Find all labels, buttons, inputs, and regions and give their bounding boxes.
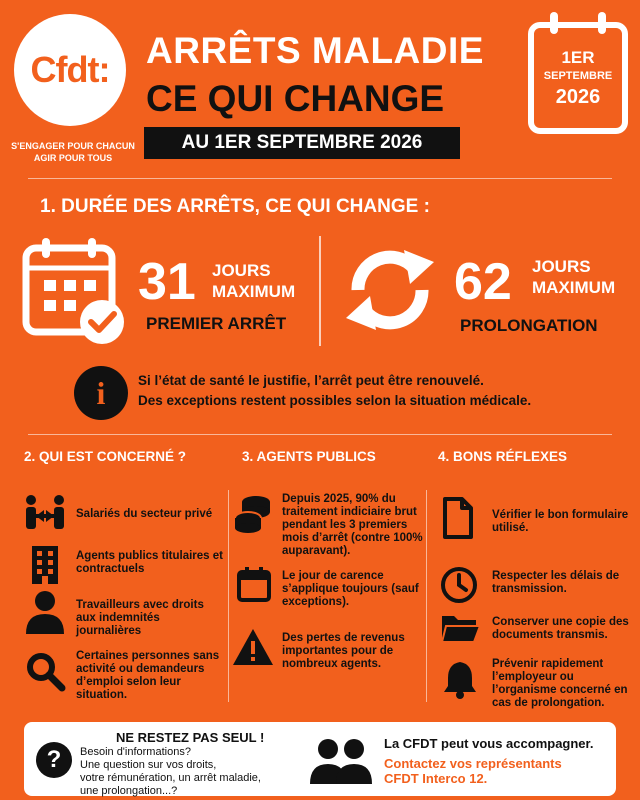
column-separator-2 xyxy=(426,490,427,702)
calendar-check-icon xyxy=(22,236,126,346)
first-stop-unit-line-2: MAXIMUM xyxy=(212,282,296,301)
prolongation-unit-line-1: JOURS xyxy=(532,257,591,276)
section-4-item-2: Respecter les délais de transmission. xyxy=(492,570,620,595)
contact-text-line-2: Une question sur vos droits, xyxy=(80,759,217,771)
coins-icon xyxy=(234,494,274,534)
slogan-line-2: AGIR POUR TOUS xyxy=(33,153,113,163)
folder-icon xyxy=(440,612,480,644)
section-3-title: 3. AGENTS PUBLICS xyxy=(242,449,376,464)
column-separator-1 xyxy=(228,490,229,702)
document-icon xyxy=(442,496,474,540)
section-3-item-3: Des pertes de revenus importantes pour de nombreux agents. xyxy=(282,632,405,670)
page-title-line-2: CE QUI CHANGE xyxy=(146,78,445,119)
divider-vertical xyxy=(319,236,321,346)
logo-text: Cfdt: xyxy=(30,49,110,90)
section-4-item-4: Prévenir rapidement l’employeur ou l’organisme concerné en cas de prolongation. xyxy=(492,658,628,709)
prolongation-unit-line-2: MAXIMUM xyxy=(532,278,616,297)
group-people-icon xyxy=(308,736,374,786)
contact-text-line-4: une prolongation...? xyxy=(80,785,178,797)
info-text xyxy=(138,371,531,411)
section-4-item-3: Conserver une copie des documents transmis. xyxy=(492,616,629,641)
prolongation-label: PROLONGATION xyxy=(460,316,598,335)
divider-middle xyxy=(28,434,612,435)
section-2-item-4: Certaines personnes sans activité ou demandeurs d’emploi selon leur situation. xyxy=(76,650,220,701)
contact-right-block xyxy=(384,756,562,786)
slogan xyxy=(10,140,136,164)
section-1-title: 1. DURÉE DES ARRÊTS, CE QUI CHANGE : xyxy=(40,196,430,217)
info-line-1: Si l’état de santé le justifie, l’arrêt peut être renouvelé. xyxy=(138,373,484,388)
first-stop-number: 31 xyxy=(138,253,196,311)
contact-right-line-1: La CFDT peut vous accompagner. xyxy=(384,736,594,751)
cfdt-logo xyxy=(14,14,126,126)
calendar-line-1: 1ER xyxy=(561,48,595,67)
calendar-line-3: 2026 xyxy=(555,86,601,108)
calendar-ring-right xyxy=(598,12,606,34)
contact-text-line-1: Besoin d'informations? xyxy=(80,746,191,758)
prolongation-number: 62 xyxy=(454,253,512,311)
section-2-item-2: Agents publics titulaires et contractuels xyxy=(76,550,223,575)
contact-right-line-2: Contactez vos représentants xyxy=(384,756,562,771)
contact-right-line-3: CFDT Interco 12. xyxy=(384,771,488,786)
calendar-badge xyxy=(528,22,628,134)
date-bar: AU 1ER SEPTEMBRE 2026 xyxy=(144,127,460,159)
question-icon: ? xyxy=(36,742,72,778)
slogan-line-1: S'ENGAGER POUR CHACUN xyxy=(11,141,135,151)
contact-text xyxy=(80,746,261,798)
calendar-ring-left xyxy=(550,12,558,34)
first-stop-label: PREMIER ARRÊT xyxy=(146,314,287,333)
magnifier-icon xyxy=(26,652,66,692)
section-3-item-1: Depuis 2025, 90% du traitement indiciaire brut pendant les 3 premiers mois d’arrêt (contre 100% auparavant). xyxy=(282,493,423,557)
calendar-icon xyxy=(236,566,272,602)
section-2-item-3: Travailleurs avec droits aux indemnités journalières xyxy=(76,599,204,637)
divider-top xyxy=(28,178,612,179)
info-line-2: Des exceptions restent possibles selon la situation médicale. xyxy=(138,393,532,408)
bell-icon xyxy=(442,660,478,700)
contact-text-line-3: votre rémunération, un arrêt maladie, xyxy=(80,772,261,784)
info-icon: i xyxy=(74,366,128,420)
section-4-item-1: Vérifier le bon formulaire utilisé. xyxy=(492,509,629,534)
handshake-icon xyxy=(24,494,66,530)
section-2-title: 2. QUI EST CONCERNÉ ? xyxy=(24,449,187,464)
calendar-line-2: SEPTEMBRE xyxy=(543,70,613,82)
warning-icon xyxy=(232,628,274,666)
building-icon xyxy=(30,546,60,584)
section-3-item-2: Le jour de carence s’applique toujours (sauf exceptions). xyxy=(282,570,419,608)
refresh-icon xyxy=(338,238,442,342)
clock-icon xyxy=(440,566,478,604)
contact-title: NE RESTEZ PAS SEUL ! xyxy=(116,730,265,745)
page-title-line-1: ARRÊTS MALADIE xyxy=(146,30,484,71)
section-2-item-1: Salariés du secteur privé xyxy=(76,508,213,520)
contact-box xyxy=(24,722,616,796)
person-icon xyxy=(24,590,66,634)
section-4-title: 4. BONS RÉFLEXES xyxy=(438,449,568,464)
first-stop-unit-line-1: JOURS xyxy=(212,261,271,280)
